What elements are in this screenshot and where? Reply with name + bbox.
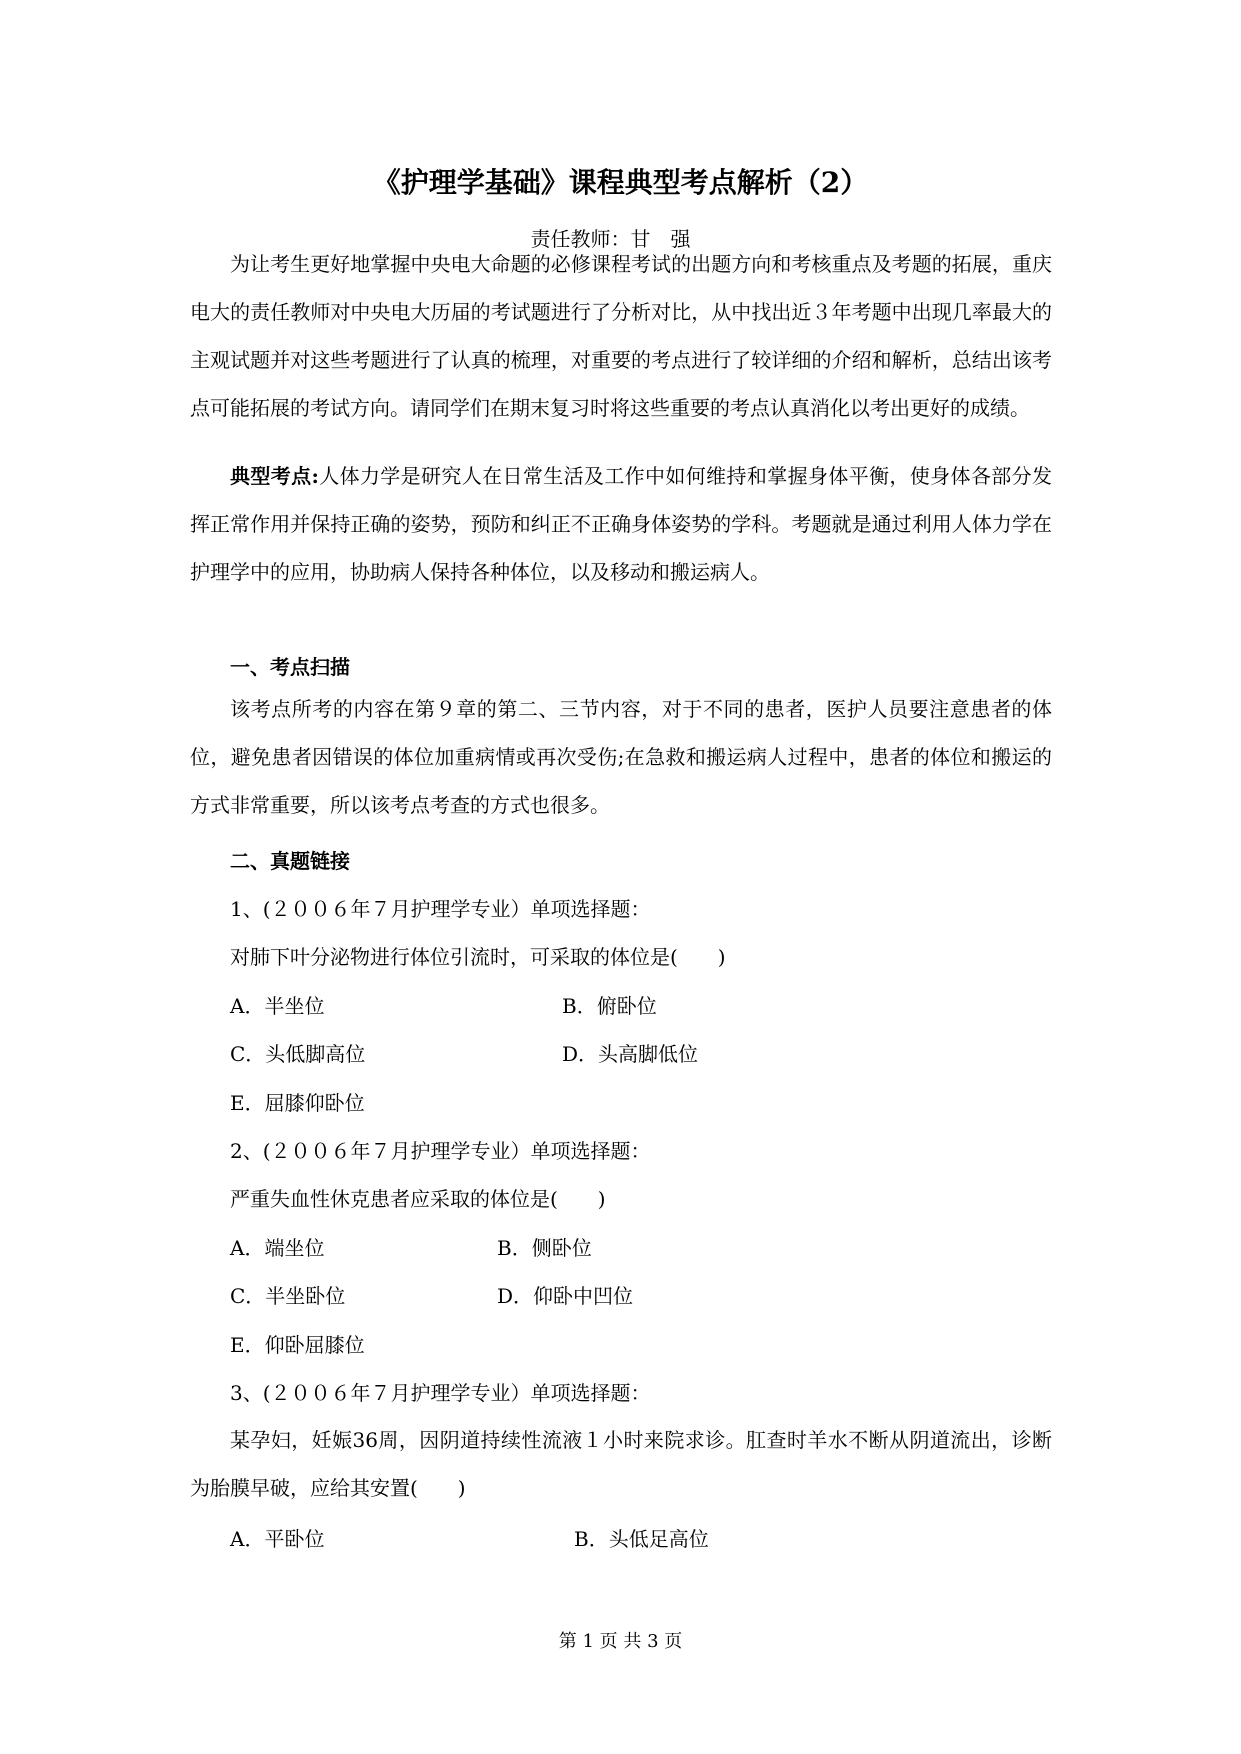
document-title: 《护理学基础》课程典型考点解析（2） (372, 166, 869, 199)
question-1-option-d: D．头高脚低位 (562, 1042, 699, 1066)
section-heading-scan: 一、考点扫描 (230, 655, 350, 679)
question-1-stem: 对肺下叶分泌物进行体位引流时，可采取的体位是( ) (230, 945, 726, 969)
question-2-option-b: B．侧卧位 (497, 1236, 592, 1260)
question-2-stem: 严重失血性休克患者应采取的体位是( ) (230, 1187, 606, 1211)
typical-label: 典型考点: (230, 464, 319, 488)
scan-paragraph: 该考点所考的内容在第９章的第二、三节内容，对于不同的患者，医护人员要注意患者的体位，避免患者因错误的体位加重病情或再次受伤;在急救和搬运病人过程中，患者的体位和搬运的方式非常重要，所以该考点考查的方式也很多。 (190, 697, 1052, 817)
question-2-option-c: C．半坐卧位 (230, 1284, 346, 1308)
question-3-header: 3、(２００６年７月护理学专业）单项选择题： (230, 1381, 651, 1405)
question-2-header: 2、(２００６年７月护理学专业）单项选择题： (230, 1139, 651, 1163)
author-name: 甘强 (630, 227, 711, 251)
question-3-option-b: B．头低足高位 (574, 1527, 709, 1551)
question-1-option-e: E．屈膝仰卧位 (230, 1091, 365, 1115)
question-2-option-e: E．仰卧屈膝位 (230, 1333, 365, 1357)
question-3-stem: 某孕妇，妊娠36周，因阴道持续性流液１小时来院求诊。肛查时羊水不断从阴道流出，诊断为胎膜早破，应给其安置( ) (190, 1428, 1052, 1500)
typical-text: 人体力学是研究人在日常生活及工作中如何维持和掌握身体平衡，使身体各部分发挥正常作用并保持正确的姿势，预防和纠正不正确身体姿势的学科。考题就是通过利用人体力学在护理学中的应用，协助病人保持各种体位，以及移动和搬运病人。 (190, 464, 1052, 584)
section-heading-links: 二、真题链接 (230, 849, 350, 873)
question-2-option-a: A．端坐位 (230, 1236, 325, 1260)
typical-paragraph (190, 452, 1052, 596)
question-1-option-a: A．半坐位 (230, 994, 325, 1018)
question-1-option-b: B．俯卧位 (562, 994, 657, 1018)
question-2-option-d: D．仰卧中凹位 (497, 1284, 634, 1308)
question-1-header: 1、(２００６年７月护理学专业）单项选择题： (230, 897, 651, 921)
question-3-option-a: A．平卧位 (230, 1527, 325, 1551)
question-1-option-c: C．头低脚高位 (230, 1042, 366, 1066)
intro-paragraph: 为让考生更好地掌握中央电大命题的必修课程考试的出题方向和考核重点及考题的拓展，重庆电大的责任教师对中央电大历届的考试题进行了分析对比，从中找出近３年考题中出现几率最大的主观试题并对这些考题进行了认真的梳理，对重要的考点进行了较详细的介绍和解析，总结出该考点可能拓展的考试方向。请同学们在期末复习时将这些重要的考点认真消化以考出更好的成绩。 (190, 252, 1052, 420)
author-label: 责任教师： (530, 227, 631, 251)
page-footer: 第 1 页 共 3 页 (558, 1631, 683, 1652)
